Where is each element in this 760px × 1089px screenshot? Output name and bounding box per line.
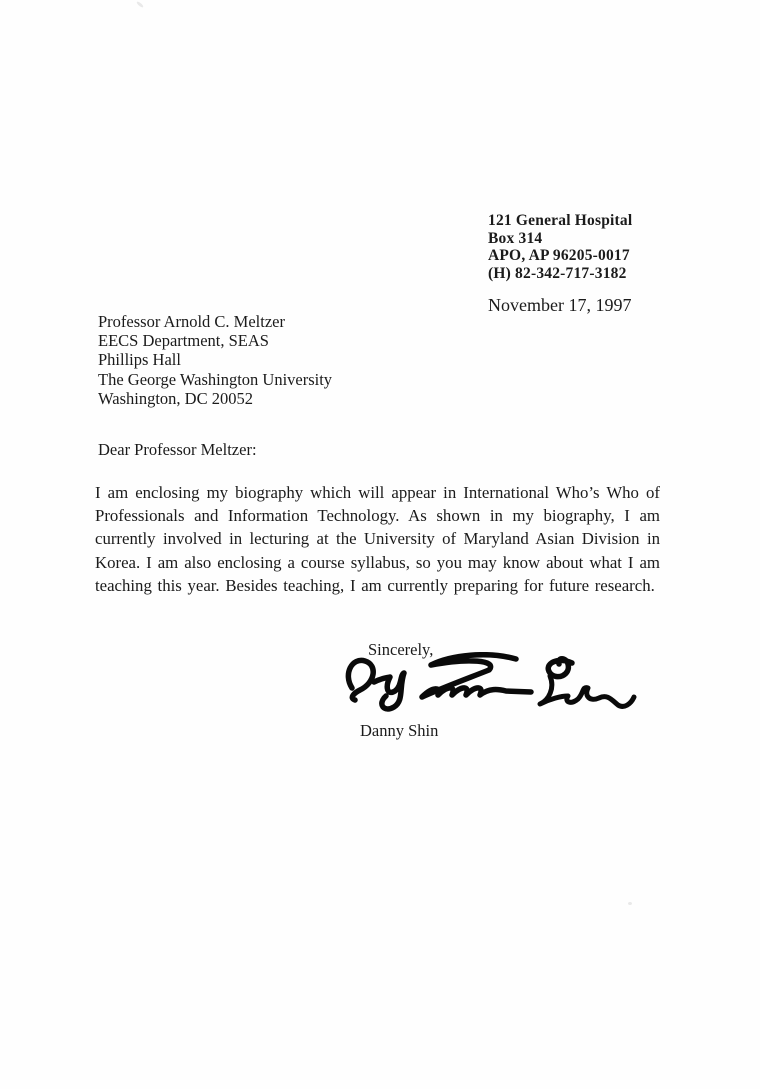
recipient-address-line: EECS Department, SEAS [98, 331, 269, 351]
recipient-address-line: Professor Arnold C. Meltzer [98, 312, 285, 331]
salutation: Dear Professor Meltzer: [98, 440, 257, 459]
recipient-address-block [98, 312, 332, 408]
scan-artifact [628, 902, 632, 905]
letter-date: November 17, 1997 [488, 295, 632, 315]
sender-address-line: 121 General Hospital [488, 212, 633, 229]
recipient-address-line: The George Washington University [98, 369, 333, 389]
letter-body-paragraph: I am enclosing my biography which will appear in International Who’s Who of Professionals and Information Technology. As shown in my biography, I am currently involved in lecturing at the University of Maryland Asian Division in Korea. I am also enclosing a course syllabus, so you may know about what I am teaching this year. Besides teaching, I am currently preparing for future research. [95, 483, 660, 595]
sender-address-line: (H) 82-342-717-3182 [488, 264, 627, 282]
sender-address-block [488, 212, 632, 282]
closing-phrase: Sincerely, [368, 640, 434, 659]
recipient-address-line: Washington, DC 20052 [98, 388, 253, 408]
scan-artifact [136, 1, 144, 8]
sender-address-line: Box 314 [488, 229, 543, 247]
recipient-address-line: Phillips Hall [98, 350, 181, 370]
sender-address-line: APO, AP 96205-0017 [488, 247, 630, 264]
handwritten-signature-icon [338, 652, 638, 716]
signer-name: Danny Shin [360, 721, 439, 740]
